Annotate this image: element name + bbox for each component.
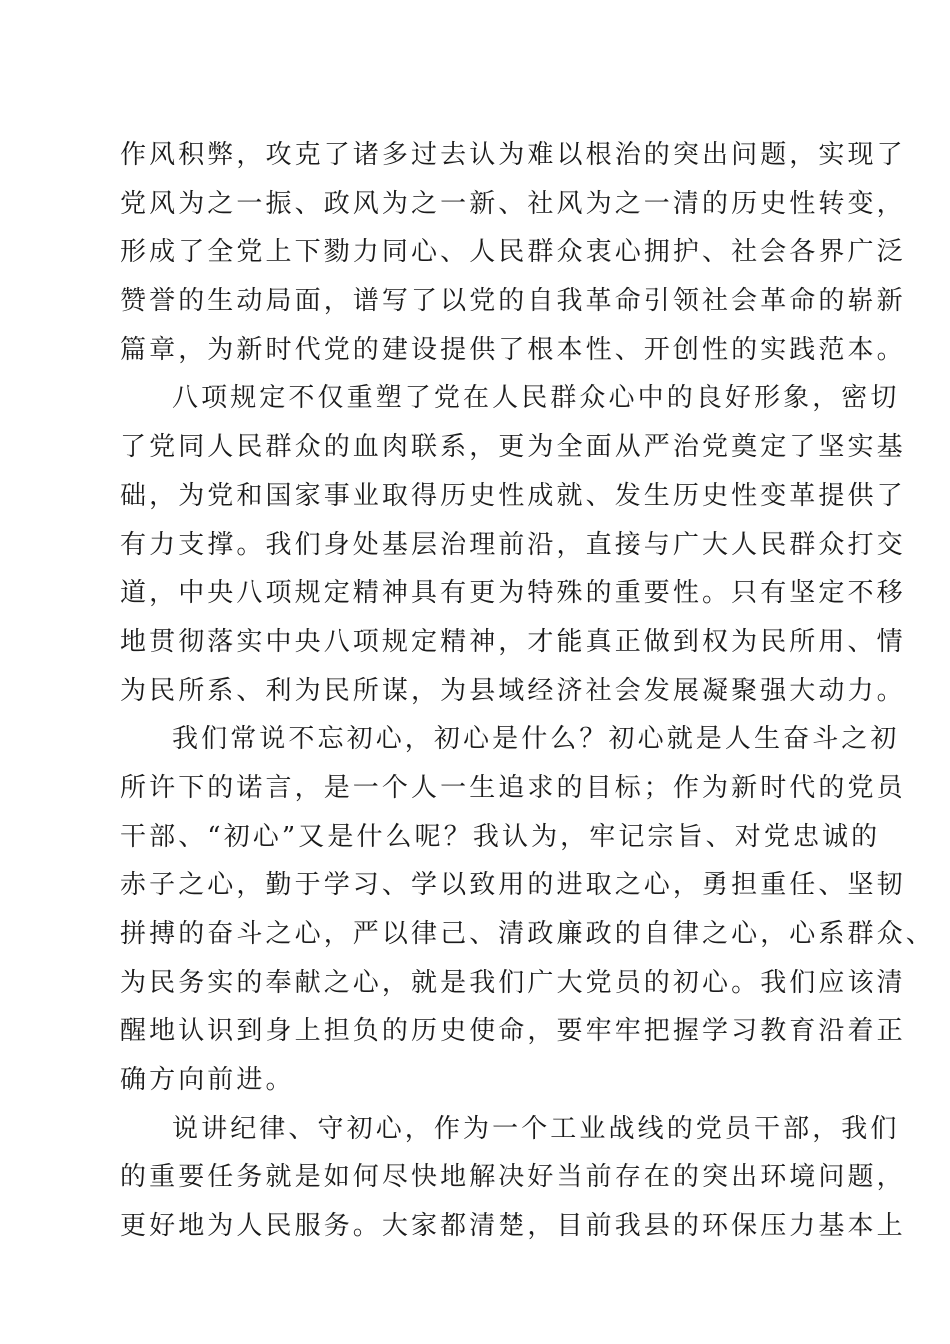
text-line: 道，中央八项规定精神具有更为特殊的重要性。只有坚定不移 (120, 578, 906, 609)
document-body (120, 131, 935, 1251)
text-line: 赞誉的生动局面，谱写了以党的自我革命引领社会革命的崭新 (120, 286, 906, 317)
text-line: 了党同人民群众的血肉联系，更为全面从严治党奠定了坚实基 (120, 432, 906, 463)
text-line: 为民所系、利为民所谋，为县域经济社会发展凝聚强大动力。 (120, 675, 906, 706)
text-line-first: 我们常说不忘初心，初心是什么？初心就是人生奋斗之初 (172, 724, 900, 755)
text-line-first: 说讲纪律、守初心，作为一个工业战线的党员干部，我们 (172, 1113, 900, 1144)
text-line: 醒地认识到身上担负的历史使命，要牢牢把握学习教育沿着正 (120, 1016, 906, 1047)
text-line: 有力支撑。我们身处基层治理前沿，直接与广大人民群众打交 (120, 529, 906, 560)
paragraph-4 (120, 1105, 906, 1251)
paragraph-3 (120, 715, 935, 1105)
paragraph-2 (120, 374, 906, 715)
text-line: 更好地为人民服务。大家都清楚，目前我县的环保压力基本上 (120, 1211, 906, 1242)
text-line: 赤子之心，勤于学习、学以致用的进取之心，勇担重任、坚韧 (120, 870, 906, 901)
text-line: 所许下的诺言，是一个人一生追求的目标；作为新时代的党员 (120, 772, 906, 803)
text-line: 础，为党和国家事业取得历史性成就、发生历史性变革提供了 (120, 480, 906, 511)
text-line: 形成了全党上下勠力同心、人民群众衷心拥护、社会各界广泛 (120, 237, 906, 268)
paragraph-1 (120, 131, 906, 374)
text-line: 党风为之一振、政风为之一新、社风为之一清的历史性转变， (120, 188, 906, 219)
text-line: 拼搏的奋斗之心，严以律己、清政廉政的自律之心，心系群众、 (120, 919, 935, 949)
text-line-first: 八项规定不仅重塑了党在人民群众心中的良好形象，密切 (172, 383, 900, 414)
text-line: 的重要任务就是如何尽快地解决好当前存在的突出环境问题， (120, 1162, 906, 1193)
text-line: 地贯彻落实中央八项规定精神，才能真正做到权为民所用、情 (120, 626, 906, 657)
text-line: 篇章，为新时代党的建设提供了根本性、开创性的实践范本。 (120, 334, 906, 365)
text-line: 作风积弊，攻克了诸多过去认为难以根治的突出问题，实现了 (120, 140, 906, 170)
text-line: 确方向前进。 (120, 1065, 295, 1096)
text-line: 干部、“初心”又是什么呢？我认为，牢记宗旨、对党忠诚的 (120, 821, 881, 852)
text-line: 为民务实的奉献之心，就是我们广大党员的初心。我们应该清 (120, 967, 906, 998)
